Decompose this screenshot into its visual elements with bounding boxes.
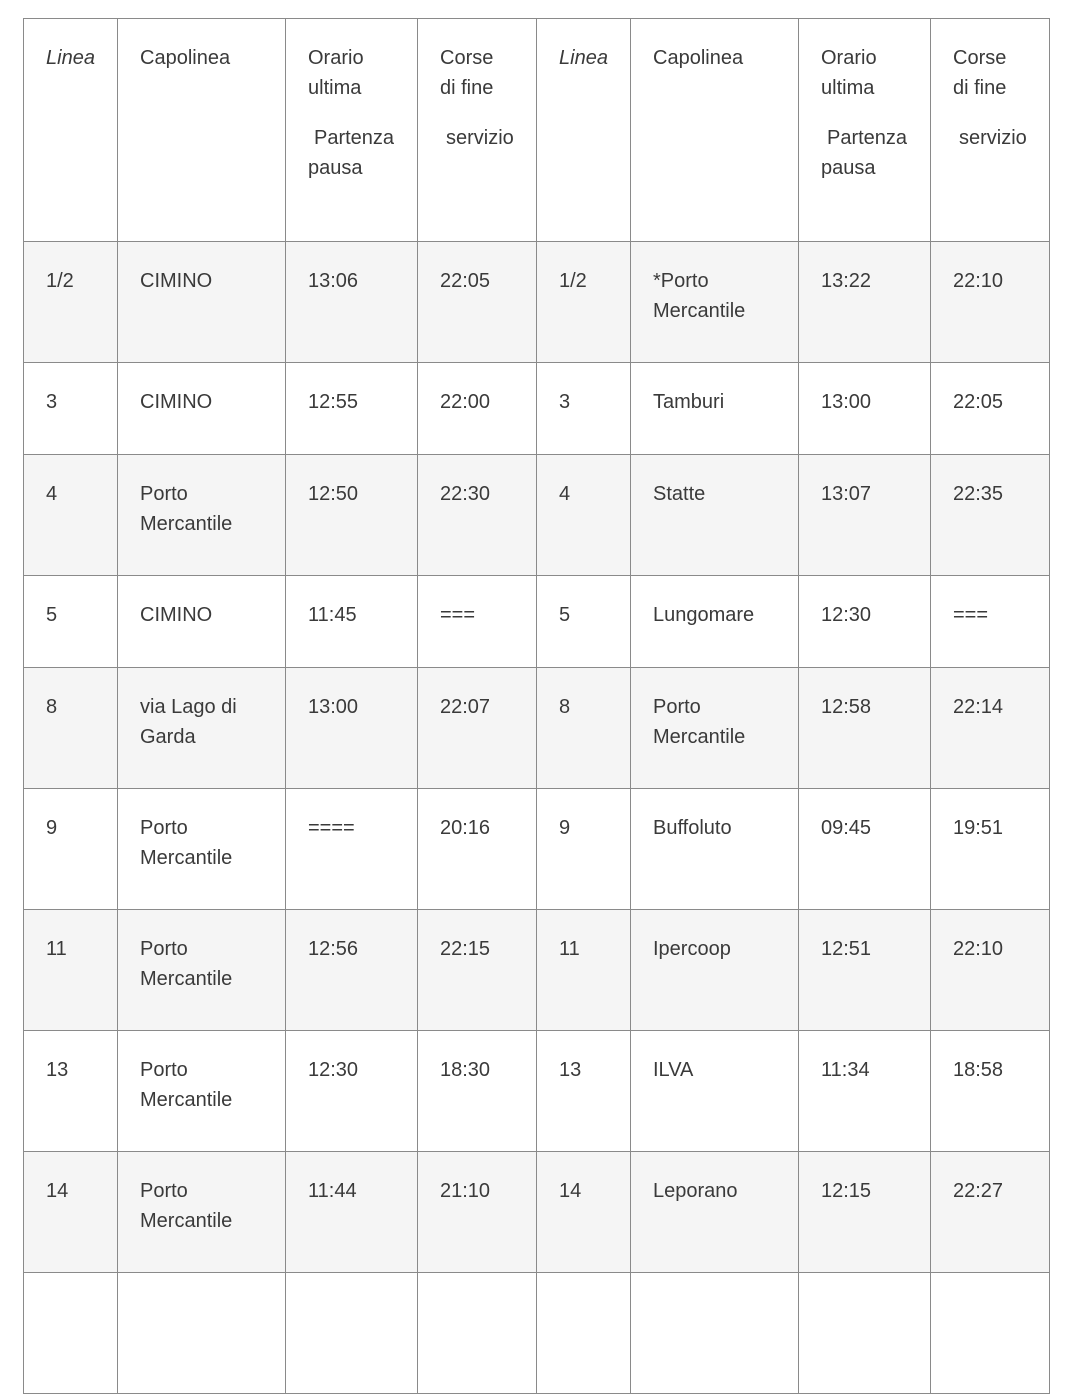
cell-orario-a: 12:30	[286, 1031, 418, 1152]
cell-capolinea-b: Lungomare	[631, 576, 799, 668]
cell-orario-b: 12:51	[799, 910, 931, 1031]
cell-capolinea-b: Porto Mercantile	[631, 668, 799, 789]
cell-corse-b: 22:05	[931, 363, 1050, 455]
cell-corse-b: 22:10	[931, 242, 1050, 363]
cell-capolinea-a	[118, 1273, 286, 1394]
cell-orario-b: 09:45	[799, 789, 931, 910]
table-row	[24, 455, 1050, 576]
table-row	[24, 668, 1050, 789]
header-orario-a-line4: pausa	[308, 157, 363, 179]
cell-orario-a: 11:45	[286, 576, 418, 668]
table-header	[24, 19, 1050, 242]
cell-orario-a: 11:44	[286, 1152, 418, 1273]
header-orario-b-line2: ultima	[821, 77, 875, 99]
header-orario-b-line3: Partenza	[827, 127, 908, 149]
cell-capolinea-a: CIMINO	[118, 363, 286, 455]
cell-linea-b: 13	[537, 1031, 631, 1152]
cell-corse-a: 22:05	[418, 242, 537, 363]
cell-orario-b: 11:34	[799, 1031, 931, 1152]
header-capolinea-a	[118, 19, 286, 242]
table-row	[24, 789, 1050, 910]
cell-corse-a: 22:00	[418, 363, 537, 455]
cell-linea-a: 1/2	[24, 242, 118, 363]
schedule-table	[23, 18, 1050, 1394]
cell-corse-a: 18:30	[418, 1031, 537, 1152]
cell-corse-b: 22:14	[931, 668, 1050, 789]
header-corse-a-line1: Corse	[440, 47, 494, 69]
cell-corse-a: 20:16	[418, 789, 537, 910]
cell-corse-a: 22:07	[418, 668, 537, 789]
table-body	[24, 242, 1050, 1394]
cell-orario-a: 12:50	[286, 455, 418, 576]
header-orario-a-line2: ultima	[308, 77, 362, 99]
header-corse-b-line1: Corse	[953, 47, 1007, 69]
table-row	[24, 1031, 1050, 1152]
cell-orario-b	[799, 1273, 931, 1394]
header-orario-b	[799, 19, 931, 242]
cell-linea-b: 8	[537, 668, 631, 789]
header-orario-a-line3: Partenza	[314, 127, 395, 149]
header-corse-a-line2: di fine	[440, 77, 494, 99]
cell-linea-a	[24, 1273, 118, 1394]
cell-orario-b: 12:30	[799, 576, 931, 668]
header-corse-b-line2: di fine	[953, 77, 1007, 99]
cell-linea-a: 11	[24, 910, 118, 1031]
cell-orario-a: 12:55	[286, 363, 418, 455]
cell-orario-a: ====	[286, 789, 418, 910]
cell-capolinea-b	[631, 1273, 799, 1394]
cell-linea-a: 8	[24, 668, 118, 789]
cell-corse-a	[418, 1273, 537, 1394]
cell-capolinea-b: Tamburi	[631, 363, 799, 455]
cell-linea-b	[537, 1273, 631, 1394]
cell-orario-b: 13:07	[799, 455, 931, 576]
cell-corse-b: 18:58	[931, 1031, 1050, 1152]
cell-corse-a: 22:15	[418, 910, 537, 1031]
header-capolinea-b	[631, 19, 799, 242]
cell-orario-a: 13:06	[286, 242, 418, 363]
header-orario-a	[286, 19, 418, 242]
cell-orario-a: 12:56	[286, 910, 418, 1031]
cell-linea-a: 4	[24, 455, 118, 576]
cell-capolinea-a: Porto Mercantile	[118, 910, 286, 1031]
cell-linea-b: 1/2	[537, 242, 631, 363]
cell-capolinea-a: Porto Mercantile	[118, 1152, 286, 1273]
header-corse-a-line3: servizio	[446, 127, 514, 149]
cell-linea-b: 11	[537, 910, 631, 1031]
table-row	[24, 363, 1050, 455]
cell-capolinea-a: Porto Mercantile	[118, 455, 286, 576]
cell-corse-b: 22:27	[931, 1152, 1050, 1273]
cell-corse-a: ===	[418, 576, 537, 668]
cell-capolinea-a: Porto Mercantile	[118, 789, 286, 910]
header-orario-a-line1: Orario	[308, 47, 364, 69]
header-capolinea-a-text: Capolinea	[140, 47, 231, 69]
header-linea-b	[537, 19, 631, 242]
header-corse-b	[931, 19, 1050, 242]
cell-linea-b: 9	[537, 789, 631, 910]
cell-capolinea-b: Leporano	[631, 1152, 799, 1273]
header-corse-a	[418, 19, 537, 242]
cell-orario-b: 12:15	[799, 1152, 931, 1273]
cell-linea-b: 14	[537, 1152, 631, 1273]
header-corse-b-line3: servizio	[959, 127, 1027, 149]
table-row	[24, 910, 1050, 1031]
cell-orario-b: 13:00	[799, 363, 931, 455]
cell-capolinea-b: ILVA	[631, 1031, 799, 1152]
cell-linea-b: 4	[537, 455, 631, 576]
header-orario-b-line1: Orario	[821, 47, 877, 69]
cell-corse-b: 22:35	[931, 455, 1050, 576]
cell-corse-b: 19:51	[931, 789, 1050, 910]
table-row	[24, 1273, 1050, 1394]
table-row	[24, 1152, 1050, 1273]
cell-capolinea-a: via Lago di Garda	[118, 668, 286, 789]
header-linea-a	[24, 19, 118, 242]
cell-orario-b: 13:22	[799, 242, 931, 363]
cell-corse-b: ===	[931, 576, 1050, 668]
cell-linea-a: 13	[24, 1031, 118, 1152]
cell-linea-a: 3	[24, 363, 118, 455]
cell-capolinea-a: CIMINO	[118, 576, 286, 668]
table-row	[24, 242, 1050, 363]
cell-linea-a: 9	[24, 789, 118, 910]
cell-capolinea-a: Porto Mercantile	[118, 1031, 286, 1152]
cell-capolinea-b: Ipercoop	[631, 910, 799, 1031]
cell-linea-a: 5	[24, 576, 118, 668]
cell-orario-a: 13:00	[286, 668, 418, 789]
table-row	[24, 576, 1050, 668]
cell-corse-a: 21:10	[418, 1152, 537, 1273]
cell-corse-b: 22:10	[931, 910, 1050, 1031]
cell-capolinea-b: Buffoluto	[631, 789, 799, 910]
cell-capolinea-b: Statte	[631, 455, 799, 576]
header-capolinea-b-text: Capolinea	[653, 47, 744, 69]
cell-corse-b	[931, 1273, 1050, 1394]
cell-capolinea-b: *Porto Mercantile	[631, 242, 799, 363]
cell-capolinea-a: CIMINO	[118, 242, 286, 363]
header-linea-b-text: Linea	[559, 47, 608, 69]
cell-orario-a	[286, 1273, 418, 1394]
cell-linea-b: 5	[537, 576, 631, 668]
cell-corse-a: 22:30	[418, 455, 537, 576]
cell-linea-b: 3	[537, 363, 631, 455]
header-linea-a-text: Linea	[46, 47, 95, 69]
cell-linea-a: 14	[24, 1152, 118, 1273]
header-row	[24, 19, 1050, 242]
schedule-table-container	[23, 18, 1050, 1394]
cell-orario-b: 12:58	[799, 668, 931, 789]
header-orario-b-line4: pausa	[821, 157, 876, 179]
